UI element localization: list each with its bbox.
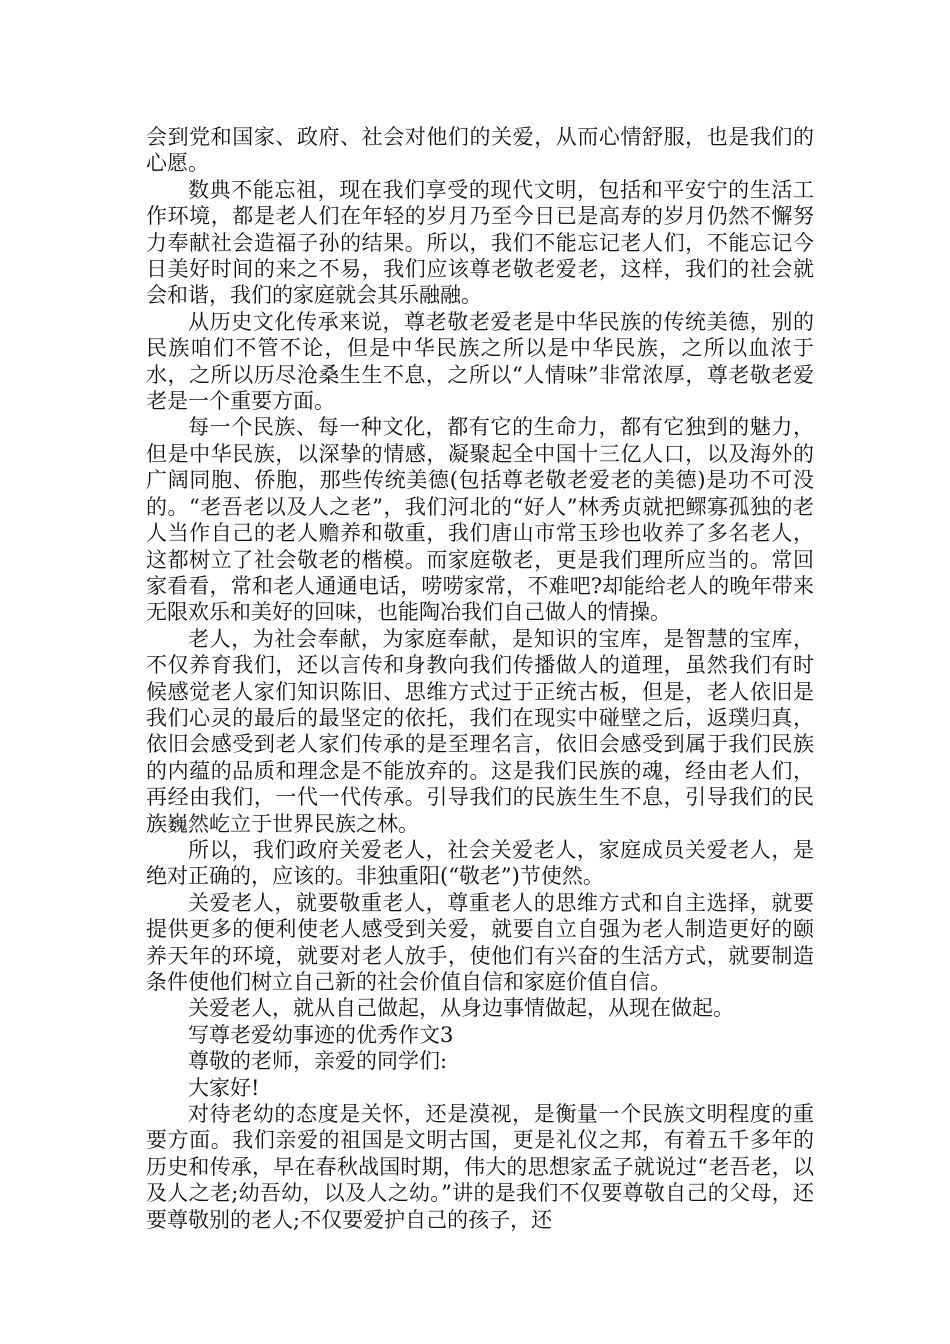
paragraph: 对待老幼的态度是关怀，还是漠视，是衡量一个民族文明程度的重要方面。我们亲爱的祖国是文明古国，更是礼仪之邦，有着五千多年的历史和传承，早在春秋战国时期，伟大的思想家孟子就说过“老吾老，以及人之老;幼吾幼，以及人之幼。”讲的是我们不仅要尊敬自己的父母，还要尊敬别的老人;不仅要爱护自己的孩子，还 <box>146 1102 814 1232</box>
document-page <box>146 124 814 1233</box>
greeting: 大家好! <box>188 1075 260 1100</box>
essay-heading: 写尊老爱幼事迹的优秀作文3 <box>188 1022 454 1047</box>
paragraph: 数典不能忘祖，现在我们享受的现代文明，包括和平安宁的生活工作环境，都是老人们在年轻的岁月乃至今日已是高寿的岁月仍然不懈努力奉献社会造福子孙的结果。所以，我们不能忘记老人们，不能忘记今日美好时间的来之不易，我们应该尊老敬老爱老，这样，我们的社会就会和谐，我们的家庭就会其乐融融。 <box>146 177 814 308</box>
paragraph: 关爱老人，就从自己做起，从身边事情做起，从现在做起。 <box>188 996 734 1021</box>
paragraph: 从历史文化传承来说，尊老敬老爱老是中华民族的传统美德，别的民族咱们不管不论，但是中华民族之所以是中华民族，之所以血浓于水，之所以历尽沧桑生生不息，之所以“人情味”非常浓厚，尊老敬老爱老是一个重要方面。 <box>146 309 814 414</box>
paragraph: 关爱老人，就要敬重老人，尊重老人的思维方式和自主选择，就要提供更多的便利使老人感受到关爱，就要自立自强为老人制造更好的颐养天年的环境，就要对老人放手，使他们有兴奋的生活方式，就要制造条件使他们树立自己新的社会价值自信和家庭价值自信。 <box>146 890 814 994</box>
paragraph: 老人，为社会奉献，为家庭奉献，是知识的宝库，是智慧的宝库，不仅养育我们，还以言传和身教向我们传播做人的道理，虽然我们有时候感觉老人家们知识陈旧、思维方式过于正统古板，但是，老人依旧是我们心灵的最后的最坚定的依托，我们在现实中碰壁之后，返璞归真，依旧会感受到老人家们传承的是至理名言，依旧会感受到属于我们民族的内蕴的品质和理念是不能放弃的。这是我们民族的魂，经由老人们，再经由我们，一代一代传承。引导我们的民族生生不息，引导我们的民族巍然屹立于世界民族之林。 <box>146 626 814 836</box>
paragraph: 所以，我们政府关爱老人，社会关爱老人，家庭成员关爱老人，是绝对正确的，应该的。非独重阳(“敬老”)节使然。 <box>146 837 814 889</box>
paragraph: 每一个民族、每一种文化，都有它的生命力，都有它独到的魅力，但是中华民族，以深挚的情感，凝聚起全中国十三亿人口，以及海外的广阔同胞、侨胞，那些传统美德(包括尊老敬老爱老的美德)是功不可没的。“老吾老以及人之老”，我们河北的“好人”林秀贞就把鳏寡孤独的老人当作自己的老人赡养和敬重，我们唐山市常玉珍也收养了多名老人，这都树立了社会敬老的楷模。而家庭敬老，更是我们理所应当的。常回家看看，常和老人通通电话，唠唠家常，不难吧?却能给老人的晚年带来无限欢乐和美好的回味，也能陶冶我们自己做人的情操。 <box>146 415 814 625</box>
paragraph-continued: 会到党和国家、政府、社会对他们的关爱，从而心情舒服，也是我们的心愿。 <box>146 125 814 176</box>
salutation: 尊敬的老师，亲爱的同学们: <box>188 1049 448 1074</box>
